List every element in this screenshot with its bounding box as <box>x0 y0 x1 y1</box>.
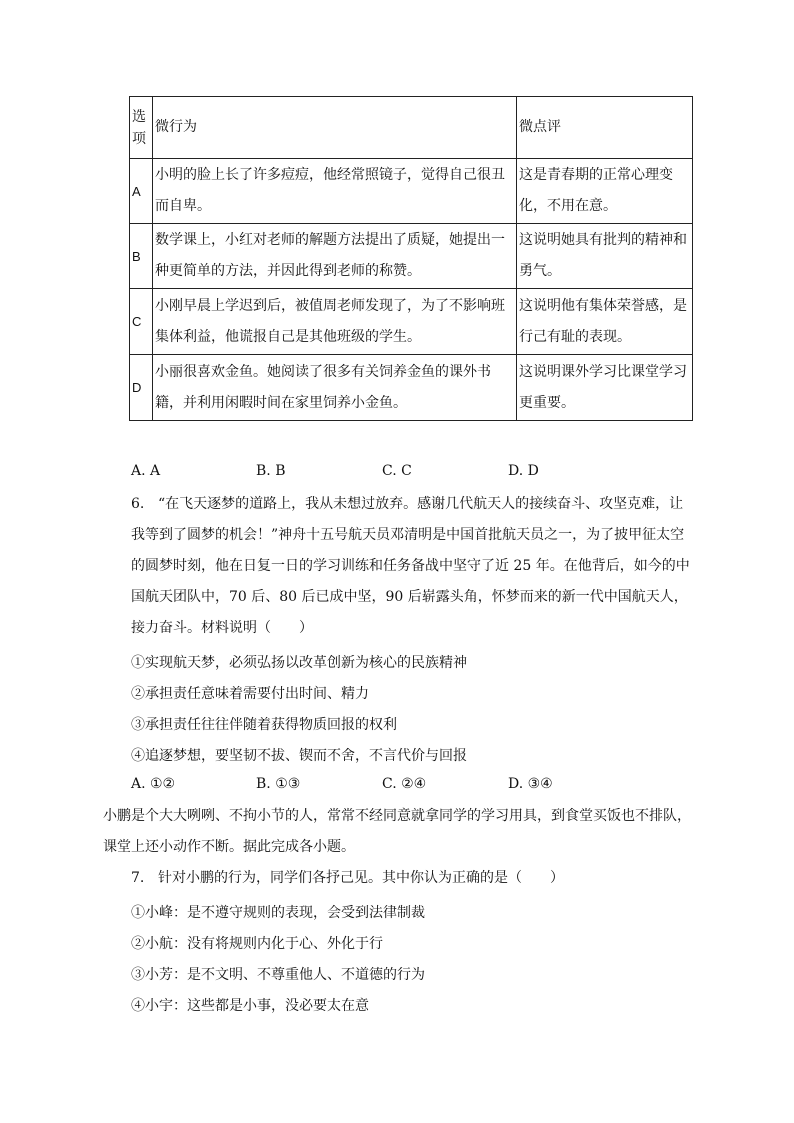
choice-d[interactable]: D. D <box>508 463 539 479</box>
header-comment: 微点评 <box>517 97 693 159</box>
row-comment: 这说明她具有批判的精神和勇气。 <box>517 224 693 289</box>
row-behavior: 小明的脸上长了许多痘痘，他经常照镜子，觉得自己很丑而自卑。 <box>153 159 517 224</box>
row-option: D <box>130 355 153 421</box>
header-option: 选项 <box>130 97 153 159</box>
q6-statement-4: ④追逐梦想，要坚韧不拔、锲而不舍，不言代价与回报 <box>131 748 467 764</box>
q6-stem <box>131 489 693 644</box>
passage: 小鹏是个大大咧咧、不拘小节的人，常常不经同意就拿同学的学习用具，到食堂买饭也不排队，课堂上还小动作不断。据此完成各小题。 <box>103 808 691 855</box>
choice-c[interactable]: C. ②④ <box>382 776 427 792</box>
row-option: C <box>130 289 153 355</box>
row-comment: 这说明课外学习比课堂学习更重要。 <box>517 355 693 421</box>
q7-number: 7. <box>131 870 145 886</box>
table-row <box>130 355 693 421</box>
options-table <box>129 96 693 421</box>
q7-statement-2: ②小航：没有将规则内化于心、外化于行 <box>131 936 383 952</box>
choice-b[interactable]: B. B <box>256 463 286 479</box>
choice-a[interactable]: A. A <box>131 463 161 479</box>
choice-c[interactable]: C. C <box>382 463 412 479</box>
choice-b[interactable]: B. ①③ <box>256 776 301 792</box>
table-row <box>130 289 693 355</box>
q6-statement-2: ②承担责任意味着需要付出时间、精力 <box>131 686 369 702</box>
q7-statement-4: ④小宇：这些都是小事，没必要太在意 <box>131 998 369 1014</box>
q7-text: 针对小鹏的行为，同学们各抒己见。其中你认为正确的是（ ） <box>158 870 564 886</box>
q6-statement-1: ①实现航天梦，必须弘扬以改革创新为核心的民族精神 <box>131 655 467 671</box>
header-behavior: 微行为 <box>153 97 517 159</box>
table-row <box>130 224 693 289</box>
row-behavior: 数学课上，小红对老师的解题方法提出了质疑，她提出一种更简单的方法，并因此得到老师的称赞。 <box>153 224 517 289</box>
choice-a[interactable]: A. ①② <box>131 776 176 792</box>
q7-stem <box>131 863 693 894</box>
q7-statement-3: ③小芳：是不文明、不尊重他人、不道德的行为 <box>131 967 425 983</box>
q6-number: 6. <box>131 496 145 512</box>
row-behavior: 小刚早晨上学迟到后，被值周老师发现了，为了不影响班集体利益，他谎报自己是其他班级的学生。 <box>153 289 517 355</box>
row-comment: 这是青春期的正常心理变化，不用在意。 <box>517 159 693 224</box>
q6-text: “在飞天逐梦的道路上，我从未想过放弃。感谢几代航天人的接续奋斗、攻坚克难，让我等到了圆梦的机会！”神舟十五号航天员邓清明是中国首批航天员之一，为了披甲征太空的圆梦时刻，他在日复一日的学习训练和任务备战中坚守了近 25 年。在他背后，如今的中国航天团队中，70 后、80 后已成中坚，90 后崭露头角，怀梦而来的新一代中国航天人，接力奋斗。材料说明（ ） <box>131 496 690 636</box>
q7-statement-1: ①小峰：是不遵守规则的表现，会受到法律制裁 <box>131 905 425 921</box>
q6-statement-3: ③承担责任往往伴随着获得物质回报的权利 <box>131 717 397 733</box>
row-comment: 这说明他有集体荣誉感，是行己有耻的表现。 <box>517 289 693 355</box>
row-option: A <box>130 159 153 224</box>
choice-d[interactable]: D. ③④ <box>508 776 553 792</box>
table-header-row <box>130 97 693 159</box>
table-row <box>130 159 693 224</box>
row-behavior: 小丽很喜欢金鱼。她阅读了很多有关饲养金鱼的课外书籍，并利用闲暇时间在家里饲养小金鱼。 <box>153 355 517 421</box>
row-option: B <box>130 224 153 289</box>
